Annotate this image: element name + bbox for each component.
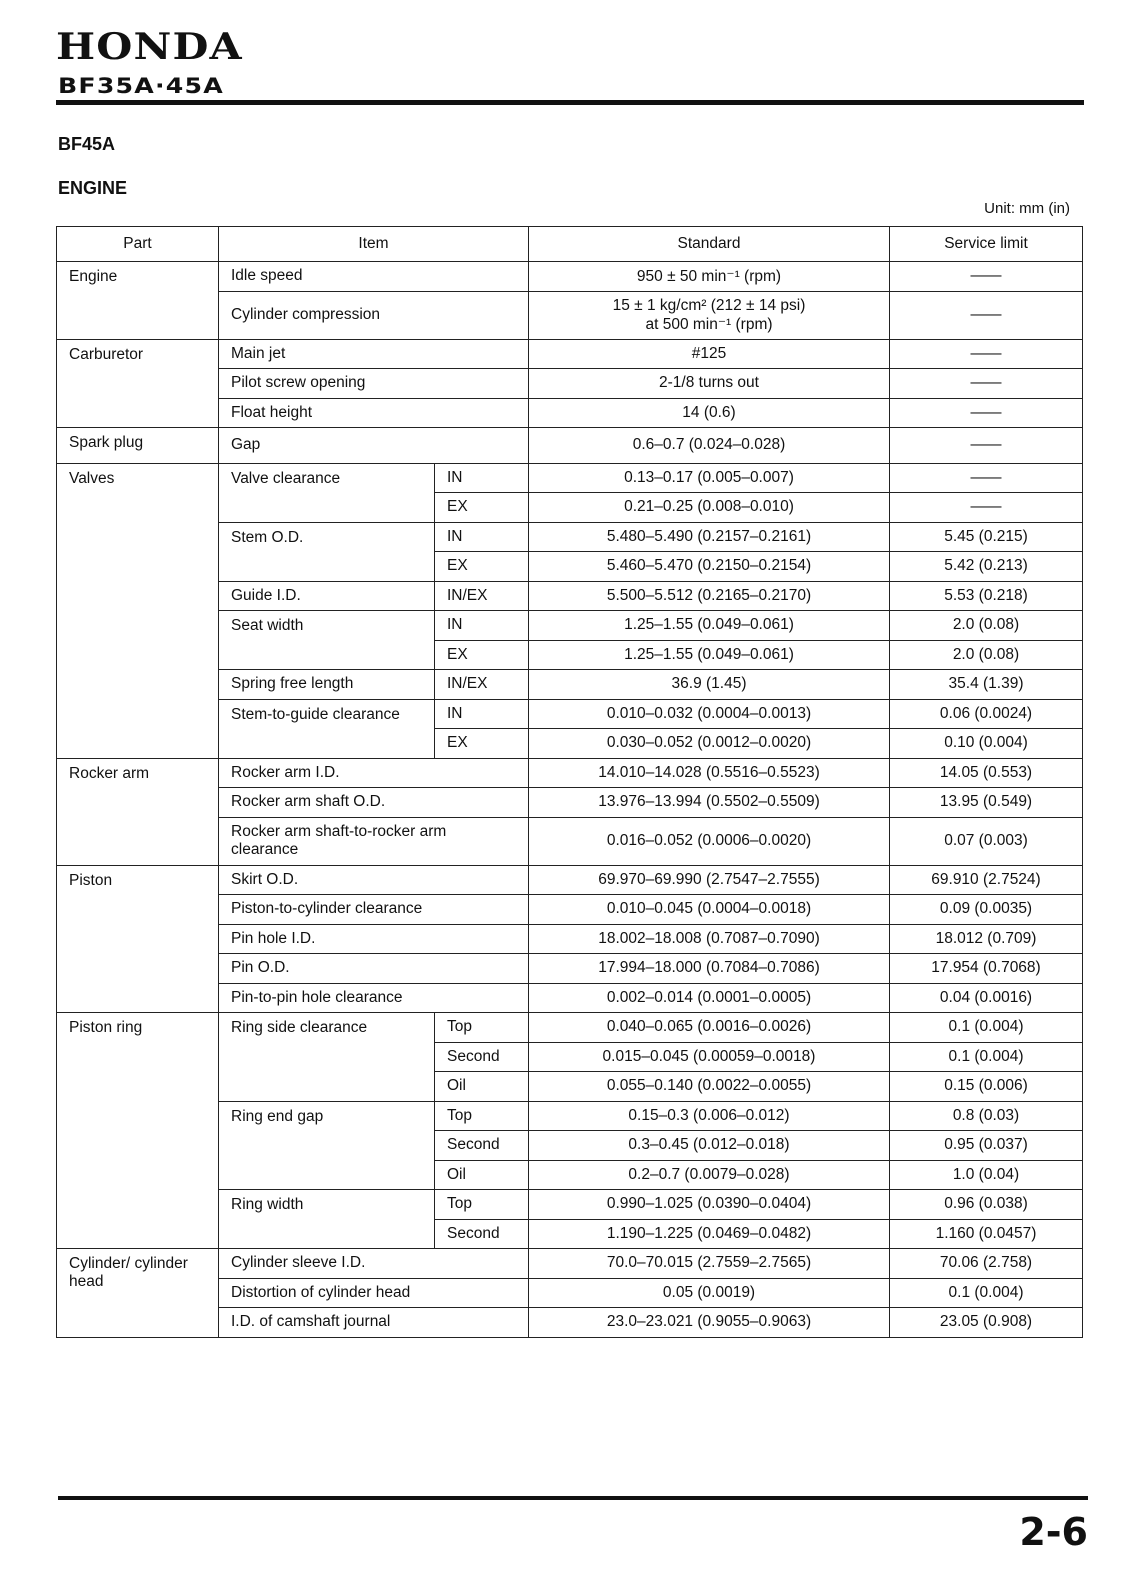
limit-cell: 0.96 (0.038) [890, 1190, 1083, 1220]
item-cell: Ring side clearance [219, 1013, 435, 1102]
standard-cell: 70.0–70.015 (2.7559–2.7565) [529, 1249, 890, 1279]
limit-cell: —— [890, 369, 1083, 399]
sub-cell: Second [435, 1219, 529, 1249]
standard-cell: #125 [529, 339, 890, 369]
standard-cell: 0.21–0.25 (0.008–0.010) [529, 493, 890, 523]
footer-rule [58, 1496, 1088, 1500]
item-cell: Pin-to-pin hole clearance [219, 983, 529, 1013]
table-row [57, 865, 1083, 895]
table-header-row [57, 227, 1083, 262]
limit-cell: 14.05 (0.553) [890, 758, 1083, 788]
col-header-service-limit: Service limit [890, 227, 1083, 262]
limit-cell: 2.0 (0.08) [890, 640, 1083, 670]
limit-cell: 35.4 (1.39) [890, 670, 1083, 700]
standard-cell: 0.002–0.014 (0.0001–0.0005) [529, 983, 890, 1013]
sub-cell: Second [435, 1042, 529, 1072]
standard-line: 15 ± 1 kg/cm² (212 ± 14 psi) [612, 296, 806, 314]
limit-cell: —— [890, 339, 1083, 369]
sub-cell: IN [435, 611, 529, 641]
item-cell: Cylinder compression [219, 291, 529, 339]
part-cell: Piston ring [57, 1013, 219, 1249]
sub-cell: Top [435, 1101, 529, 1131]
standard-line: at 500 min⁻¹ (rpm) [645, 315, 773, 333]
limit-cell: 0.10 (0.004) [890, 729, 1083, 759]
standard-cell: 0.055–0.140 (0.0022–0.0055) [529, 1072, 890, 1102]
standard-cell: 1.25–1.55 (0.049–0.061) [529, 611, 890, 641]
limit-cell: 0.06 (0.0024) [890, 699, 1083, 729]
limit-cell: 0.07 (0.003) [890, 817, 1083, 865]
sub-cell: EX [435, 552, 529, 582]
limit-cell: 70.06 (2.758) [890, 1249, 1083, 1279]
limit-cell: 18.012 (0.709) [890, 924, 1083, 954]
sub-cell: Second [435, 1131, 529, 1161]
standard-cell: 0.13–0.17 (0.005–0.007) [529, 463, 890, 493]
table-row [57, 428, 1083, 464]
standard-cell: 0.030–0.052 (0.0012–0.0020) [529, 729, 890, 759]
part-cell: Carburetor [57, 339, 219, 428]
standard-cell: 0.3–0.45 (0.012–0.018) [529, 1131, 890, 1161]
sub-cell: IN/EX [435, 670, 529, 700]
limit-cell: 0.1 (0.004) [890, 1042, 1083, 1072]
limit-cell: 2.0 (0.08) [890, 611, 1083, 641]
standard-cell: 0.990–1.025 (0.0390–0.0404) [529, 1190, 890, 1220]
limit-cell: 0.8 (0.03) [890, 1101, 1083, 1131]
item-cell: Rocker arm I.D. [219, 758, 529, 788]
standard-cell: 36.9 (1.45) [529, 670, 890, 700]
item-cell: Rocker arm shaft-to-rocker arm clearance [219, 817, 529, 865]
standard-cell: 23.0–23.021 (0.9055–0.9063) [529, 1308, 890, 1338]
unit-label: Unit: mm (in) [984, 200, 1070, 217]
standard-cell: 1.25–1.55 (0.049–0.061) [529, 640, 890, 670]
part-cell: Rocker arm [57, 758, 219, 865]
limit-cell: 1.160 (0.0457) [890, 1219, 1083, 1249]
item-cell: Pin O.D. [219, 954, 529, 984]
standard-cell: 950 ± 50 min⁻¹ (rpm) [529, 262, 890, 292]
table-row [57, 1013, 1083, 1043]
item-cell: Pilot screw opening [219, 369, 529, 399]
limit-cell: 5.53 (0.218) [890, 581, 1083, 611]
standard-cell: 18.002–18.008 (0.7087–0.7090) [529, 924, 890, 954]
limit-cell: —— [890, 291, 1083, 339]
standard-cell: 0.015–0.045 (0.00059–0.0018) [529, 1042, 890, 1072]
standard-cell: 1.190–1.225 (0.0469–0.0482) [529, 1219, 890, 1249]
table-row [57, 262, 1083, 292]
standard-cell [529, 291, 890, 339]
item-cell: Guide I.D. [219, 581, 435, 611]
item-cell: Spring free length [219, 670, 435, 700]
item-cell: Stem-to-guide clearance [219, 699, 435, 758]
part-cell: Spark plug [57, 428, 219, 464]
limit-cell: —— [890, 398, 1083, 428]
subsection-heading: ENGINE [58, 178, 128, 198]
item-cell: Valve clearance [219, 463, 435, 522]
part-cell: Engine [57, 262, 219, 340]
standard-cell: 0.010–0.045 (0.0004–0.0018) [529, 895, 890, 925]
sub-cell: Top [435, 1190, 529, 1220]
sub-cell: IN [435, 699, 529, 729]
limit-cell: 0.15 (0.006) [890, 1072, 1083, 1102]
standard-cell: 5.460–5.470 (0.2150–0.2154) [529, 552, 890, 582]
standard-cell: 0.2–0.7 (0.0079–0.028) [529, 1160, 890, 1190]
standard-cell: 14 (0.6) [529, 398, 890, 428]
sub-cell: Oil [435, 1072, 529, 1102]
limit-cell: —— [890, 493, 1083, 523]
item-cell: Stem O.D. [219, 522, 435, 581]
page-number: 2-6 [1019, 1510, 1088, 1554]
sub-cell: EX [435, 493, 529, 523]
sub-cell: Oil [435, 1160, 529, 1190]
item-cell: Ring width [219, 1190, 435, 1249]
limit-cell: 0.1 (0.004) [890, 1013, 1083, 1043]
limit-cell: 13.95 (0.549) [890, 788, 1083, 818]
standard-cell: 0.040–0.065 (0.0016–0.0026) [529, 1013, 890, 1043]
standard-cell: 69.970–69.990 (2.7547–2.7555) [529, 865, 890, 895]
standard-cell: 2-1/8 turns out [529, 369, 890, 399]
limit-cell: —— [890, 262, 1083, 292]
item-cell: Rocker arm shaft O.D. [219, 788, 529, 818]
item-cell: Seat width [219, 611, 435, 670]
spec-table [56, 226, 1083, 1338]
standard-cell: 5.480–5.490 (0.2157–0.2161) [529, 522, 890, 552]
item-cell: Float height [219, 398, 529, 428]
sub-cell: IN/EX [435, 581, 529, 611]
item-cell: I.D. of camshaft journal [219, 1308, 529, 1338]
standard-cell: 13.976–13.994 (0.5502–0.5509) [529, 788, 890, 818]
limit-cell: —— [890, 428, 1083, 464]
item-cell: Main jet [219, 339, 529, 369]
limit-cell: 0.09 (0.0035) [890, 895, 1083, 925]
col-header-part: Part [57, 227, 219, 262]
sub-cell: IN [435, 463, 529, 493]
sub-cell: EX [435, 729, 529, 759]
limit-cell: 1.0 (0.04) [890, 1160, 1083, 1190]
standard-cell: 5.500–5.512 (0.2165–0.2170) [529, 581, 890, 611]
item-cell: Ring end gap [219, 1101, 435, 1190]
part-cell: Valves [57, 463, 219, 758]
table-row [57, 758, 1083, 788]
standard-cell: 0.05 (0.0019) [529, 1278, 890, 1308]
limit-cell: 0.04 (0.0016) [890, 983, 1083, 1013]
standard-cell: 14.010–14.028 (0.5516–0.5523) [529, 758, 890, 788]
limit-cell: 17.954 (0.7068) [890, 954, 1083, 984]
limit-cell: 0.95 (0.037) [890, 1131, 1083, 1161]
item-cell: Cylinder sleeve I.D. [219, 1249, 529, 1279]
part-cell: Piston [57, 865, 219, 1013]
limit-cell: 5.42 (0.213) [890, 552, 1083, 582]
standard-cell: 0.016–0.052 (0.0006–0.0020) [529, 817, 890, 865]
sub-cell: EX [435, 640, 529, 670]
section-heading: BF45A [58, 134, 116, 154]
limit-cell: 0.1 (0.004) [890, 1278, 1083, 1308]
table-row [57, 1249, 1083, 1279]
col-header-item: Item [219, 227, 529, 262]
limit-cell: 23.05 (0.908) [890, 1308, 1083, 1338]
limit-cell: —— [890, 463, 1083, 493]
item-cell: Idle speed [219, 262, 529, 292]
item-cell: Skirt O.D. [219, 865, 529, 895]
standard-cell: 17.994–18.000 (0.7084–0.7086) [529, 954, 890, 984]
item-cell: Distortion of cylinder head [219, 1278, 529, 1308]
col-header-standard: Standard [529, 227, 890, 262]
limit-cell: 69.910 (2.7524) [890, 865, 1083, 895]
part-cell: Cylinder/ cylinder head [57, 1249, 219, 1338]
table-row [57, 463, 1083, 493]
standard-cell: 0.15–0.3 (0.006–0.012) [529, 1101, 890, 1131]
item-cell: Gap [219, 428, 529, 464]
model-title: BF35A·45A [58, 74, 224, 98]
brand-logo: HONDA [56, 26, 243, 68]
sub-cell: IN [435, 522, 529, 552]
item-cell: Pin hole I.D. [219, 924, 529, 954]
table-row [57, 339, 1083, 369]
item-cell: Piston-to-cylinder clearance [219, 895, 529, 925]
standard-cell: 0.6–0.7 (0.024–0.028) [529, 428, 890, 464]
standard-cell: 0.010–0.032 (0.0004–0.0013) [529, 699, 890, 729]
sub-cell: Top [435, 1013, 529, 1043]
header-rule [56, 100, 1084, 105]
limit-cell: 5.45 (0.215) [890, 522, 1083, 552]
